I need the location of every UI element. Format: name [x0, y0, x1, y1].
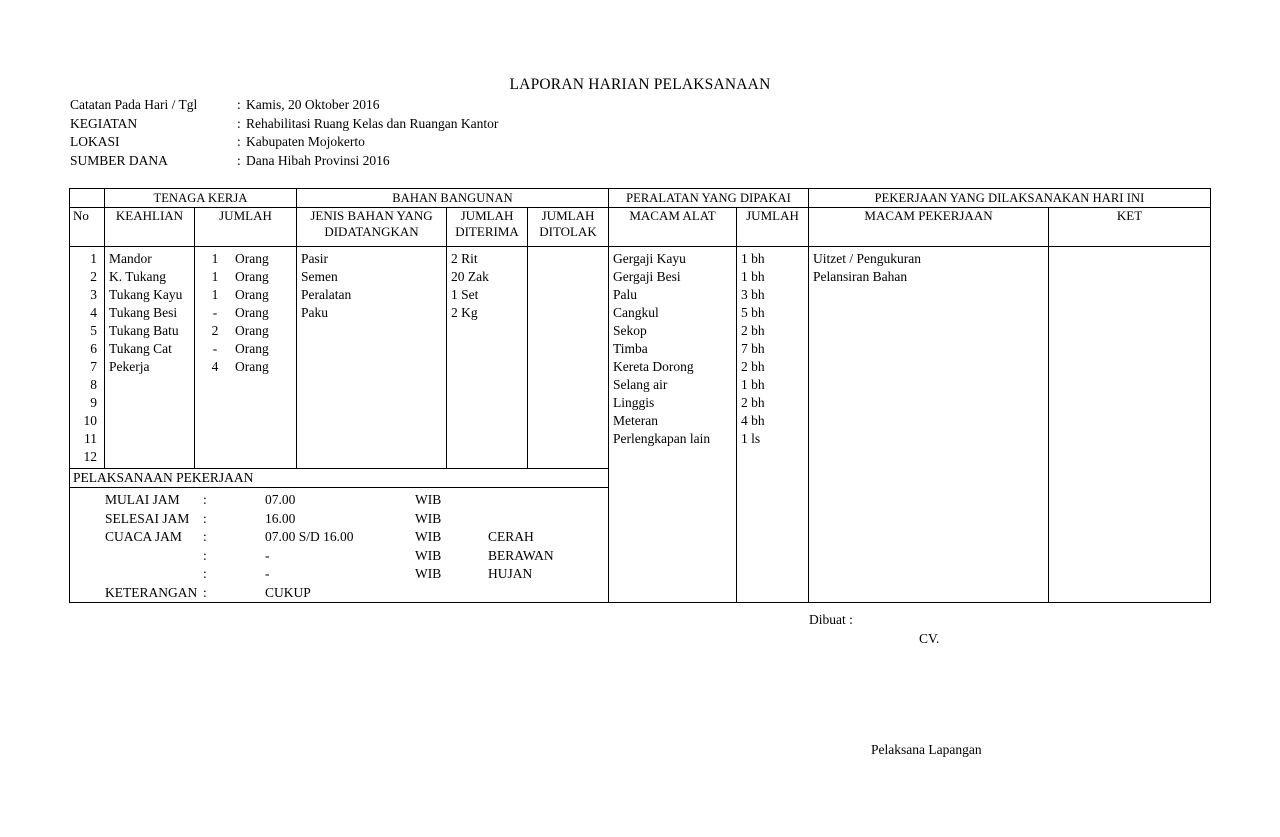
cell-jumlah-diterima [447, 247, 528, 469]
pelaksanaan-label: CUACA JAM [105, 529, 182, 544]
pelaksanaan-colon: : [203, 529, 207, 544]
jumlah-alat-item: 1 bh [741, 377, 765, 392]
jumlah-alat-item: 3 bh [741, 287, 765, 302]
row-number: 9 [90, 395, 97, 410]
pelaksanaan-row [70, 510, 608, 529]
pelaksanaan-label: KETERANGAN [105, 584, 198, 600]
jumlah-alat-item: 7 bh [741, 341, 765, 356]
meta-colon: : [237, 134, 241, 149]
tenaga-unit: Orang [235, 341, 269, 356]
tenaga-qty: 1 [211, 287, 219, 302]
pelaksanaan-weather [488, 584, 608, 603]
jumlah-diterima-item: 20 Zak [451, 269, 489, 284]
pelaksanaan-weather: CERAH [488, 529, 534, 544]
pelaksanaan-row [70, 584, 608, 603]
meta-row-sumber-dana [70, 152, 498, 171]
keahlian-item: Tukang Batu [109, 323, 179, 338]
jumlah-diterima-stack [451, 250, 527, 322]
cell-row-numbers [70, 247, 105, 469]
jumlah-ditolak-item [532, 286, 608, 304]
pelaksanaan-value: 07.00 S/D 16.00 [265, 529, 354, 544]
column-header-jumlah-diterima: JUMLAH DITERIMA [447, 208, 528, 247]
pelaksanaan-weather [488, 491, 608, 510]
jumlah-tenaga-item [195, 340, 296, 358]
meta-label-lokasi: LOKASI [70, 134, 120, 149]
jumlah-ditolak-item [532, 250, 608, 268]
macam-alat-item: Gergaji Besi [613, 269, 681, 284]
tenaga-qty: 4 [211, 359, 219, 374]
pelaksanaan-timezone: WIB [415, 547, 442, 563]
macam-alat-item: Linggis [613, 395, 655, 410]
pelaksanaan-value: CUKUP [265, 584, 311, 600]
signature-dibuat-label: Dibuat : [809, 612, 853, 627]
pelaksanaan-colon: : [203, 492, 207, 507]
keahlian-item: K. Tukang [109, 269, 167, 284]
macam-alat-item: Perlengkapan lain [613, 431, 711, 446]
row-number: 7 [90, 359, 97, 374]
row-number: 6 [90, 341, 97, 356]
meta-row-lokasi [70, 133, 498, 152]
meta-row-kegiatan [70, 115, 498, 134]
cell-jumlah-ditolak [528, 247, 609, 469]
column-header-jumlah-alat: JUMLAH [737, 208, 809, 247]
pelaksanaan-value: - [265, 547, 270, 563]
meta-value-sumber-dana: Dana Hibah Provinsi 2016 [246, 152, 390, 168]
jumlah-diterima-item: 2 Kg [451, 305, 478, 320]
jumlah-tenaga-stack [195, 250, 296, 376]
jenis-bahan-item: Semen [301, 269, 338, 284]
row-number: 3 [90, 287, 97, 302]
keahlian-item: Tukang Besi [109, 305, 178, 320]
group-header-bahan-bangunan: BAHAN BANGUNAN [297, 189, 609, 208]
jumlah-diterima-item: 2 Rit [451, 251, 478, 266]
pelaksanaan-list [70, 488, 608, 602]
pelaksanaan-label [70, 565, 203, 584]
group-header-pekerjaan: PEKERJAAN YANG DILAKSANAKAN HARI INI [809, 189, 1211, 208]
column-header-macam-alat: MACAM ALAT [609, 208, 737, 247]
row-number: 11 [84, 431, 97, 446]
jumlah-alat-item: 4 bh [741, 413, 765, 428]
row-number: 5 [90, 323, 97, 338]
tenaga-qty: 1 [211, 251, 219, 266]
pelaksanaan-body [70, 488, 609, 603]
macam-alat-item: Selang air [613, 377, 668, 392]
pelaksanaan-label: SELESAI JAM [105, 510, 190, 526]
tenaga-unit: Orang [235, 287, 269, 302]
macam-alat-item: Gergaji Kayu [613, 251, 686, 266]
meta-value-tanggal: Kamis, 20 Oktober 2016 [246, 97, 380, 112]
jumlah-alat-item: 5 bh [741, 305, 765, 320]
table-body-row [70, 247, 1211, 469]
keahlian-item: Mandor [109, 251, 152, 266]
table-column-header-row [70, 208, 1211, 247]
meta-label-sumber-dana: SUMBER DANA [70, 152, 168, 168]
table-group-header-row [70, 189, 1211, 208]
jumlah-tenaga-item [195, 268, 296, 286]
signature-company: CV. [919, 631, 940, 646]
pelaksanaan-colon: : [203, 584, 207, 600]
macam-pekerjaan-item: Uitzet / Pengukuran [813, 251, 921, 266]
jumlah-ditolak-item [532, 268, 608, 286]
daily-report-table [69, 188, 1210, 603]
jenis-bahan-item: Paku [301, 305, 328, 320]
meta-value-kegiatan: Rehabilitasi Ruang Kelas dan Ruangan Kantor [246, 115, 499, 131]
macam-alat-item: Meteran [613, 413, 658, 428]
pelaksanaan-label: MULAI JAM [105, 492, 180, 507]
ket-stack [1053, 250, 1210, 286]
tenaga-qty: - [212, 341, 218, 356]
meta-row-tanggal [70, 96, 498, 115]
pelaksanaan-timezone: WIB [415, 529, 442, 544]
row-number: 12 [83, 449, 97, 464]
jumlah-ditolak-item [532, 304, 608, 322]
pelaksanaan-value: - [265, 566, 270, 581]
pelaksanaan-weather [488, 510, 608, 529]
macam-pekerjaan-item: Pelansiran Bahan [813, 269, 908, 284]
cell-jenis-bahan [297, 247, 447, 469]
pelaksanaan-value: 07.00 [265, 492, 296, 507]
meta-label-tanggal: Catatan Pada Hari / Tgl [70, 97, 198, 112]
jenis-bahan-stack [301, 250, 446, 322]
pelaksanaan-timezone: WIB [415, 566, 442, 581]
cell-ket [1049, 247, 1211, 603]
report-meta-block [70, 96, 498, 170]
jumlah-diterima-item: 1 Set [451, 287, 479, 302]
macam-alat-stack [613, 250, 736, 448]
tenaga-qty: 2 [211, 323, 219, 338]
pelaksanaan-timezone [415, 584, 488, 603]
keahlian-stack [109, 250, 194, 376]
pelaksanaan-colon: : [203, 547, 207, 563]
macam-alat-item: Palu [613, 287, 638, 302]
group-header-tenaga-kerja: TENAGA KERJA [105, 189, 297, 208]
pelaksanaan-label [70, 547, 203, 566]
group-header-blank [70, 189, 105, 208]
pelaksanaan-value: 16.00 [265, 510, 296, 526]
meta-colon: : [237, 152, 241, 168]
jenis-bahan-item: Peralatan [301, 287, 352, 302]
jumlah-tenaga-item [195, 358, 296, 376]
jenis-bahan-item: Pasir [301, 251, 328, 266]
ket-item [1053, 250, 1210, 268]
column-header-no: No [70, 208, 105, 247]
column-header-keahlian: KEAHLIAN [105, 208, 195, 247]
tenaga-qty: - [212, 305, 218, 320]
tenaga-unit: Orang [235, 305, 269, 320]
tenaga-unit: Orang [235, 323, 269, 338]
cell-macam-pekerjaan [809, 247, 1049, 603]
macam-alat-item: Timba [613, 341, 648, 356]
cell-keahlian [105, 247, 195, 469]
jumlah-alat-item: 2 bh [741, 323, 765, 338]
tenaga-unit: Orang [235, 359, 269, 374]
tenaga-unit: Orang [235, 269, 269, 284]
pelaksanaan-colon: : [203, 510, 207, 526]
column-header-macam-pekerjaan: MACAM PEKERJAAN [809, 208, 1049, 247]
meta-value-lokasi: Kabupaten Mojokerto [246, 134, 365, 149]
keahlian-item: Tukang Kayu [109, 287, 183, 302]
pelaksanaan-row [70, 547, 608, 566]
meta-colon: : [237, 97, 241, 112]
row-number-stack [70, 250, 97, 464]
jumlah-alat-item: 2 bh [741, 395, 765, 410]
page-title: LAPORAN HARIAN PELAKSANAAN [509, 76, 771, 93]
macam-alat-item: Kereta Dorong [613, 359, 694, 374]
pelaksanaan-title: PELAKSANAAN PEKERJAAN [70, 469, 609, 488]
column-header-jumlah-tenaga: JUMLAH [195, 208, 297, 247]
row-number: 1 [90, 251, 97, 266]
jumlah-alat-item: 1 ls [741, 431, 761, 446]
cell-jumlah-tenaga [195, 247, 297, 469]
group-header-peralatan: PERALATAN YANG DIPAKAI [609, 189, 809, 208]
row-number: 4 [90, 305, 97, 320]
tenaga-unit: Orang [235, 251, 269, 266]
jumlah-tenaga-item [195, 286, 296, 304]
pelaksanaan-timezone: WIB [415, 492, 442, 507]
jumlah-tenaga-item [195, 304, 296, 322]
jumlah-alat-item: 1 bh [741, 251, 765, 266]
jumlah-tenaga-item [195, 250, 296, 268]
pelaksanaan-timezone: WIB [415, 510, 442, 526]
tenaga-qty: 1 [211, 269, 219, 284]
meta-colon: : [237, 115, 241, 131]
keahlian-item: Tukang Cat [109, 341, 172, 356]
pelaksanaan-row [70, 491, 608, 510]
pelaksanaan-row [70, 565, 608, 584]
cell-jumlah-alat [737, 247, 809, 603]
pelaksanaan-row [70, 528, 608, 547]
meta-label-kegiatan: KEGIATAN [70, 115, 138, 131]
signature-role: Pelaksana Lapangan [871, 742, 982, 757]
pelaksanaan-weather: BERAWAN [488, 547, 554, 563]
jumlah-ditolak-stack [532, 250, 608, 322]
macam-alat-item: Sekop [613, 323, 647, 338]
macam-alat-item: Cangkul [613, 305, 659, 320]
macam-pekerjaan-stack [813, 250, 1048, 286]
keahlian-item: Pekerja [109, 359, 150, 374]
row-number: 10 [83, 413, 97, 428]
pelaksanaan-weather: HUJAN [488, 566, 533, 581]
row-number: 8 [90, 377, 97, 392]
column-header-jumlah-ditolak: JUMLAH DITOLAK [528, 208, 609, 247]
cell-macam-alat [609, 247, 737, 603]
ket-item [1053, 268, 1210, 286]
jumlah-alat-item: 1 bh [741, 269, 765, 284]
jumlah-alat-stack [741, 250, 808, 448]
pelaksanaan-colon: : [203, 566, 207, 581]
column-header-ket: KET [1049, 208, 1211, 247]
jumlah-alat-item: 2 bh [741, 359, 765, 374]
row-number: 2 [90, 269, 97, 284]
jumlah-tenaga-item [195, 322, 296, 340]
column-header-jenis-bahan: JENIS BAHAN YANG DIDATANGKAN [297, 208, 447, 247]
